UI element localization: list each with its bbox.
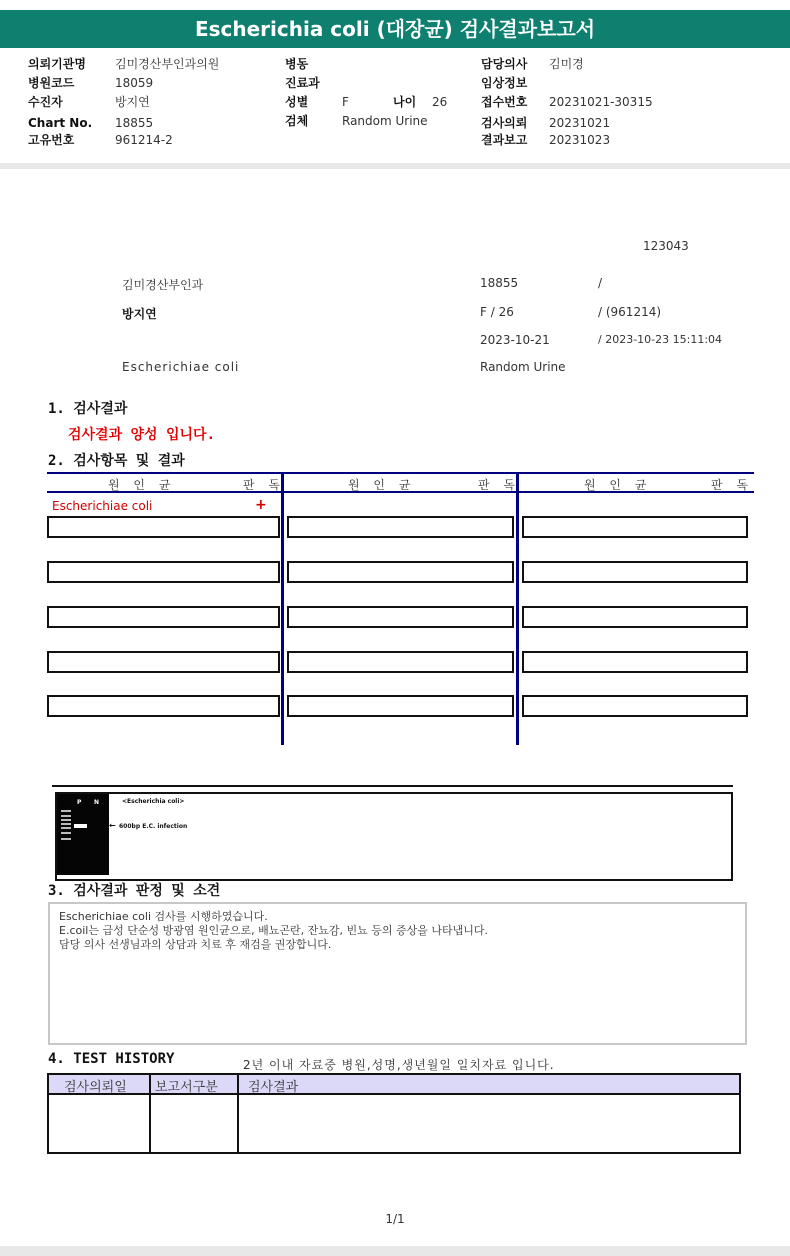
history-table-header [47, 1073, 741, 1095]
judgement-column-header: 판 독 [711, 478, 753, 492]
sex-label: 성별 [285, 95, 309, 109]
history-section-title: 4. TEST HISTORY [48, 1051, 175, 1067]
result-cell [522, 606, 748, 628]
table-column-divider [281, 472, 284, 745]
gel-ladder-band [61, 819, 71, 821]
gel-band-label: 600bp E.C. infection [119, 823, 188, 830]
result-cell [287, 561, 514, 583]
result-cell [47, 516, 280, 538]
patient-value: 방지연 [115, 95, 150, 109]
organism-column-header: 원 인 균 [348, 478, 416, 492]
result-cell [522, 516, 748, 538]
organism-column-header: 원 인 균 [584, 478, 652, 492]
history-table-body [47, 1094, 741, 1154]
opinion-section-title: 3. 검사결과 판정 및 소견 [48, 883, 221, 899]
test-name: Escherichiae coli [122, 360, 240, 374]
organism-column-header: 원 인 균 [108, 478, 176, 492]
ward-label: 병동 [285, 57, 309, 71]
hospital-code-label: 병원코드 [28, 76, 75, 90]
result-cell [287, 606, 514, 628]
gel-lane-p: P [77, 799, 82, 806]
request-date-label: 검사의뢰 [481, 116, 528, 130]
chart-no-value: 18855 [115, 116, 154, 130]
page-bottom-divider [0, 1246, 790, 1256]
sex-age: F / 26 [480, 305, 514, 319]
result-cell [47, 561, 280, 583]
gel-image-frame [55, 792, 733, 881]
gel-ladder-band [61, 815, 71, 817]
gel-lane-n: N [94, 799, 100, 806]
result-cell [522, 695, 748, 717]
unique-no-value: 961214-2 [115, 133, 173, 147]
gel-ladder-band [61, 810, 71, 812]
report-date-value: 20231023 [549, 133, 611, 147]
opinion-line: Escherichiae coli 검사를 시행하였습니다. [59, 910, 268, 923]
history-column-divider [149, 1073, 151, 1154]
result-cell [522, 561, 748, 583]
doctor-label: 담당의사 [481, 57, 528, 71]
unique-no-label: 고유번호 [28, 133, 75, 147]
arrow-left-icon: ← [109, 821, 116, 830]
gel-ladder-band [61, 827, 71, 829]
result-cell [47, 695, 280, 717]
result-cell [287, 695, 514, 717]
opinion-line: E.coil는 급성 단순성 방광염 원인균으로, 배뇨곤란, 잔뇨감, 빈뇨 등의 증상을 나타냅니다. [59, 924, 488, 937]
hospital-code-value: 18059 [115, 76, 154, 90]
history-header-result: 검사결과 [248, 1080, 299, 1095]
gel-electrophoresis-image [57, 794, 109, 875]
result-cell [522, 651, 748, 673]
patient-name: 방지연 [122, 307, 157, 321]
table-top-rule [47, 472, 754, 474]
specimen-label: 검체 [285, 114, 309, 128]
judgement-column-header: 판 독 [478, 478, 520, 492]
receipt-no-label: 접수번호 [481, 95, 528, 109]
organism-result-name: Escherichiae coli [52, 499, 153, 513]
history-header-request-date: 검사의뢰일 [64, 1080, 127, 1095]
result-cell [287, 651, 514, 673]
page-number: 1/1 [385, 1212, 405, 1226]
age-label: 나이 [393, 95, 417, 109]
receipt-no-value: 20231021-30315 [549, 95, 653, 109]
chart-no: 18855 [480, 276, 519, 290]
doctor-value: 김미경 [549, 57, 584, 71]
result-cell [287, 516, 514, 538]
separator: / [598, 276, 603, 290]
age-value: 26 [432, 95, 448, 109]
gel-ladder-band [61, 832, 71, 834]
clinic-name: 김미경산부인과 [122, 278, 204, 292]
gel-ladder-band [61, 838, 71, 840]
institution-value: 김미경산부인과의원 [115, 57, 220, 71]
opinion-line: 담당 의사 선생님과의 상담과 치료 후 재검을 권장합니다. [59, 938, 332, 951]
report-title: Escherichia coli (대장균) 검사결과보고서 [0, 10, 790, 48]
history-note: 2년 이내 자료중 병원,성명,생년월일 일치자료 입니다. [243, 1058, 555, 1072]
date-of-birth: / (961214) [598, 305, 662, 319]
judgement-column-header: 판 독 [243, 478, 285, 492]
id-code: 123043 [643, 239, 689, 253]
gel-caption: <Escherichia coli> [122, 798, 185, 805]
clinical-info-label: 임상정보 [481, 76, 528, 90]
request-date: 2023-10-21 [480, 333, 550, 347]
organism-result-judgement: + [255, 497, 267, 513]
report-datetime: / 2023-10-23 15:11:04 [598, 333, 723, 346]
institution-label: 의뢰기관명 [28, 57, 86, 71]
result-cell [47, 651, 280, 673]
report-date-label: 결과보고 [481, 133, 528, 147]
department-label: 진료과 [285, 76, 320, 90]
history-header-report-type: 보고서구분 [155, 1080, 218, 1095]
patient-label: 수진자 [28, 95, 63, 109]
gel-positive-band [74, 824, 87, 828]
items-section-title: 2. 검사항목 및 결과 [48, 453, 185, 469]
specimen-value: Random Urine [342, 114, 428, 128]
table-column-divider [516, 472, 519, 745]
result-cell [47, 606, 280, 628]
request-date-value: 20231021 [549, 116, 611, 130]
header-divider [0, 163, 790, 169]
positive-result-text: 검사결과 양성 입니다. [68, 427, 216, 443]
history-column-divider [237, 1073, 239, 1154]
specimen-type: Random Urine [480, 360, 566, 374]
gel-top-rule [52, 785, 733, 787]
chart-no-label: Chart No. [28, 116, 93, 130]
sex-value: F [342, 95, 349, 109]
opinion-box [48, 902, 747, 1045]
result-section-title: 1. 검사결과 [48, 401, 128, 417]
gel-ladder-band [61, 823, 71, 825]
